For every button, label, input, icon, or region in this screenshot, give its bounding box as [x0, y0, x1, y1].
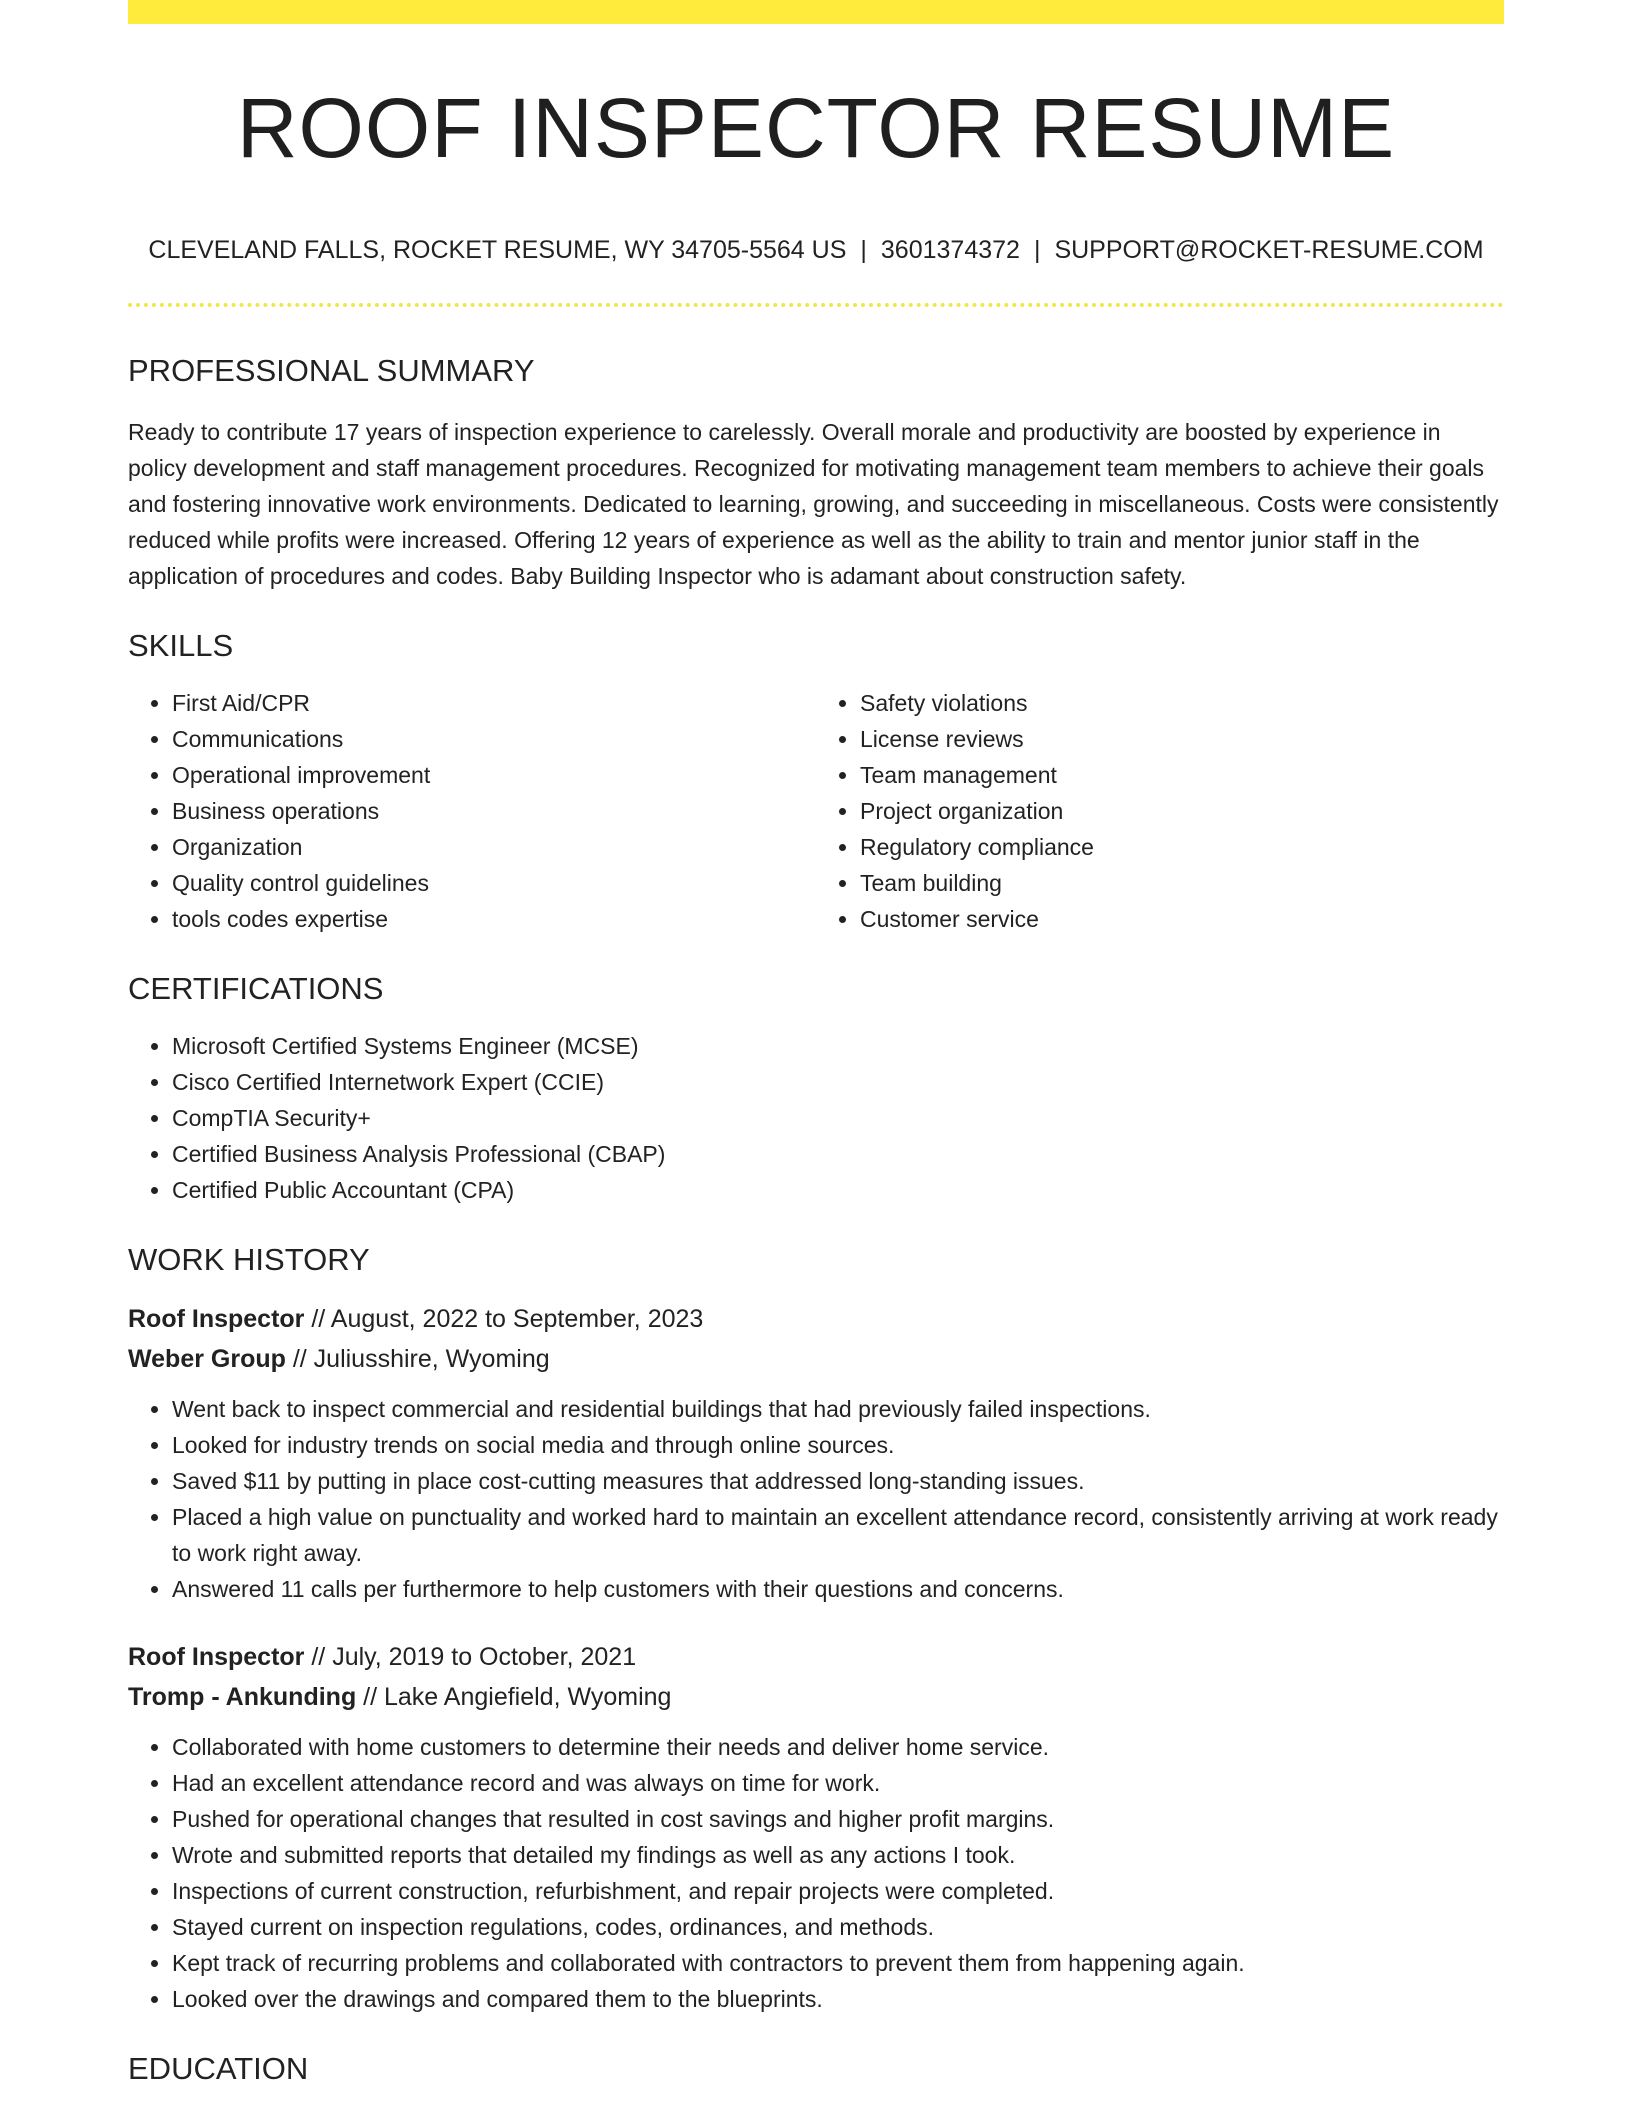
job-location: // Lake Angiefield, Wyoming [356, 1683, 672, 1712]
skills-list-right [816, 685, 1504, 937]
job-company: Tromp - Ankunding [128, 1683, 357, 1712]
job-role: Roof Inspector [128, 1305, 305, 1334]
list-item: • tools codes expertise [172, 901, 816, 937]
list-item: • Certified Business Analysis Professional (CBAP) [172, 1136, 1504, 1172]
accent-top-bar [128, 0, 1504, 24]
list-item: • Stayed current on inspection regulations, codes, ordinances, and methods. [172, 1909, 1504, 1945]
list-item: • Kept track of recurring problems and collaborated with contractors to prevent them from happening again. [172, 1945, 1504, 1981]
job-entry [128, 1299, 1504, 1607]
list-item: • Customer service [860, 901, 1504, 937]
list-item: • Had an excellent attendance record and was always on time for work. [172, 1765, 1504, 1801]
work-history-heading: WORK HISTORY [128, 1242, 370, 1278]
list-item: • Communications [172, 721, 816, 757]
list-item: • CompTIA Security+ [172, 1100, 1504, 1136]
list-item: • Business operations [172, 793, 816, 829]
job-title-line [128, 1637, 1504, 1677]
summary-heading: PROFESSIONAL SUMMARY [128, 353, 535, 389]
job-title-line [128, 1299, 1504, 1339]
education-heading: EDUCATION [128, 2051, 309, 2087]
job-company-line [128, 1677, 1504, 1717]
list-item: • Went back to inspect commercial and residential buildings that had previously failed inspections. [172, 1391, 1504, 1427]
list-item: • Microsoft Certified Systems Engineer (MCSE) [172, 1028, 1504, 1064]
list-item: • Inspections of current construction, refurbishment, and repair projects were completed. [172, 1873, 1504, 1909]
list-item: • Wrote and submitted reports that detailed my findings as well as any actions I took. [172, 1837, 1504, 1873]
certifications-heading: CERTIFICATIONS [128, 971, 384, 1007]
contact-line [128, 238, 1504, 263]
certifications-list [128, 1028, 1504, 1208]
list-item: • Team management [860, 757, 1504, 793]
list-item: • Placed a high value on punctuality and worked hard to maintain an excellent attendance record, consistently arriving at work ready to work right away. [172, 1499, 1504, 1571]
job-company: Weber Group [128, 1345, 286, 1374]
list-item: • First Aid/CPR [172, 685, 816, 721]
list-item: • Team building [860, 865, 1504, 901]
list-item: • Certified Public Accountant (CPA) [172, 1172, 1504, 1208]
job-role: Roof Inspector [128, 1643, 305, 1672]
skills-heading: SKILLS [128, 628, 234, 664]
job-bullets [128, 1729, 1504, 2017]
list-item: • Quality control guidelines [172, 865, 816, 901]
list-item: • Saved $11 by putting in place cost-cutting measures that addressed long-standing issues. [172, 1463, 1504, 1499]
list-item: • License reviews [860, 721, 1504, 757]
summary-text: Ready to contribute 17 years of inspection experience to carelessly. Overall morale and productivity are boosted by experience in policy development and staff management procedures. Recognized for motivating management team members to achieve their goals and fostering innovative work environments. Dedicated to learning, growing, and succeeding in miscellaneous. Costs were consistently reduced while profits were increased. Offering 12 years of experience as well as the ability to train and mentor junior staff in the application of procedures and codes. Baby Building Inspector who is adamant about construction safety. [128, 419, 1499, 590]
skills-columns [128, 685, 1504, 937]
job-entry [128, 1637, 1504, 2017]
job-company-line [128, 1339, 1504, 1379]
contact-email: SUPPORT@ROCKET-RESUME.COM [1054, 236, 1484, 265]
job-dates: // August, 2022 to September, 2023 [304, 1305, 704, 1334]
list-item: • Safety violations [860, 685, 1504, 721]
job-dates: // July, 2019 to October, 2021 [304, 1643, 637, 1672]
job-bullets [128, 1391, 1504, 1607]
skills-list-left [128, 685, 816, 937]
contact-phone: 3601374372 [880, 236, 1020, 265]
list-item: • Regulatory compliance [860, 829, 1504, 865]
resume-page [128, 0, 1504, 2087]
job-location: // Juliusshire, Wyoming [285, 1345, 550, 1374]
contact-separator: | [860, 236, 867, 265]
list-item: • Pushed for operational changes that resulted in cost savings and higher profit margins. [172, 1801, 1504, 1837]
list-item: • Project organization [860, 793, 1504, 829]
list-item: • Collaborated with home customers to determine their needs and deliver home service. [172, 1729, 1504, 1765]
list-item: • Answered 11 calls per furthermore to help customers with their questions and concerns. [172, 1571, 1504, 1607]
list-item: • Operational improvement [172, 757, 816, 793]
resume-title: ROOF INSPECTOR RESUME [236, 81, 1396, 175]
list-item: • Organization [172, 829, 816, 865]
contact-separator: | [1033, 236, 1041, 265]
list-item: • Cisco Certified Internetwork Expert (CCIE) [172, 1064, 1504, 1100]
dotted-divider [128, 303, 1504, 307]
contact-address: CLEVELAND FALLS, ROCKET RESUME, WY 34705-5564 US [148, 236, 847, 265]
list-item: • Looked for industry trends on social media and through online sources. [172, 1427, 1504, 1463]
list-item: • Looked over the drawings and compared them to the blueprints. [172, 1981, 1504, 2017]
